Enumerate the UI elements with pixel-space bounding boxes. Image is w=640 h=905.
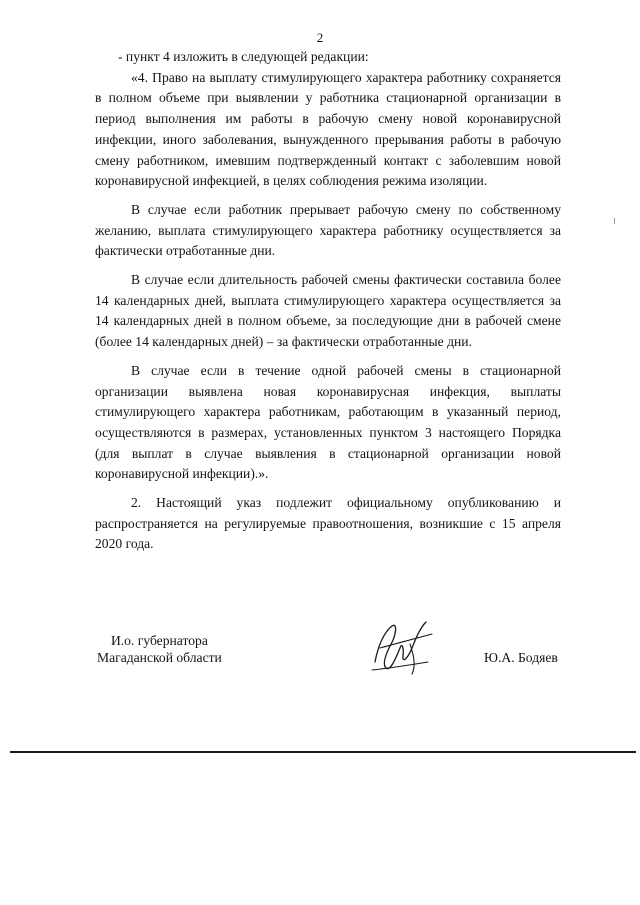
paragraph-own-will: В случае если работник прерывает рабочую смену по собственному желанию, выплата стимулирующего характера работнику осуществляется за фактически отработанные дни. <box>95 201 561 259</box>
handwritten-signature <box>370 618 442 678</box>
paragraph-point-4: «4. Право на выплату стимулирующего характера работнику сохраняется в полном объеме при выявлении у работника стационарной организации в период выполнения им работы в рабочую смену новой коронавирусной инфекции, иного заболевания, вынужденного прерывания работы в рабочую смену работником, имевшим подтвержденный контакт с заболевшим новой коронавирусной инфекцией, в целях соблюдения режима изоляции. <box>95 69 561 189</box>
document-body <box>95 47 561 555</box>
paragraph-intro: - пункт 4 изложить в следующей редакции: <box>118 49 369 64</box>
signatory-title <box>97 632 222 666</box>
signatory-title-line-2: Магаданской области <box>97 650 222 665</box>
bottom-rule-divider <box>10 751 636 753</box>
paragraph-shift-length: В случае если длительность рабочей смены фактически составила более 14 календарных дней, выплата стимулирующего характера осуществляется за 14 календарных дней в полном объеме, за последующие дни в рабочей смене (более 14 календарных дней) – за фактически отработанные дни. <box>95 272 561 350</box>
signature-block <box>0 632 640 692</box>
paragraph-infection-detected: В случае если в течение одной рабочей смены в стационарной организации выявлена новая коронавирусная инфекция, выплаты стимулирующего характера работникам, работающим в указанный период, осуществляются в размерах, установленных пунктом 3 настоящего Порядка (для выплат в случае выявления в стационарной организации новой коронавирусной инфекции).». <box>95 362 561 482</box>
paragraph-publication: 2. Настоящий указ подлежит официальному опубликованию и распространяется на регулируемые правоотношения, возникшие с 15 апреля 2020 года. <box>95 495 561 552</box>
page-number: 2 <box>316 30 324 45</box>
signatory-name: Ю.А. Бодяев <box>484 650 558 665</box>
scan-edge-mark <box>614 218 615 224</box>
signatory-title-line-1: И.о. губернатора <box>110 633 208 648</box>
